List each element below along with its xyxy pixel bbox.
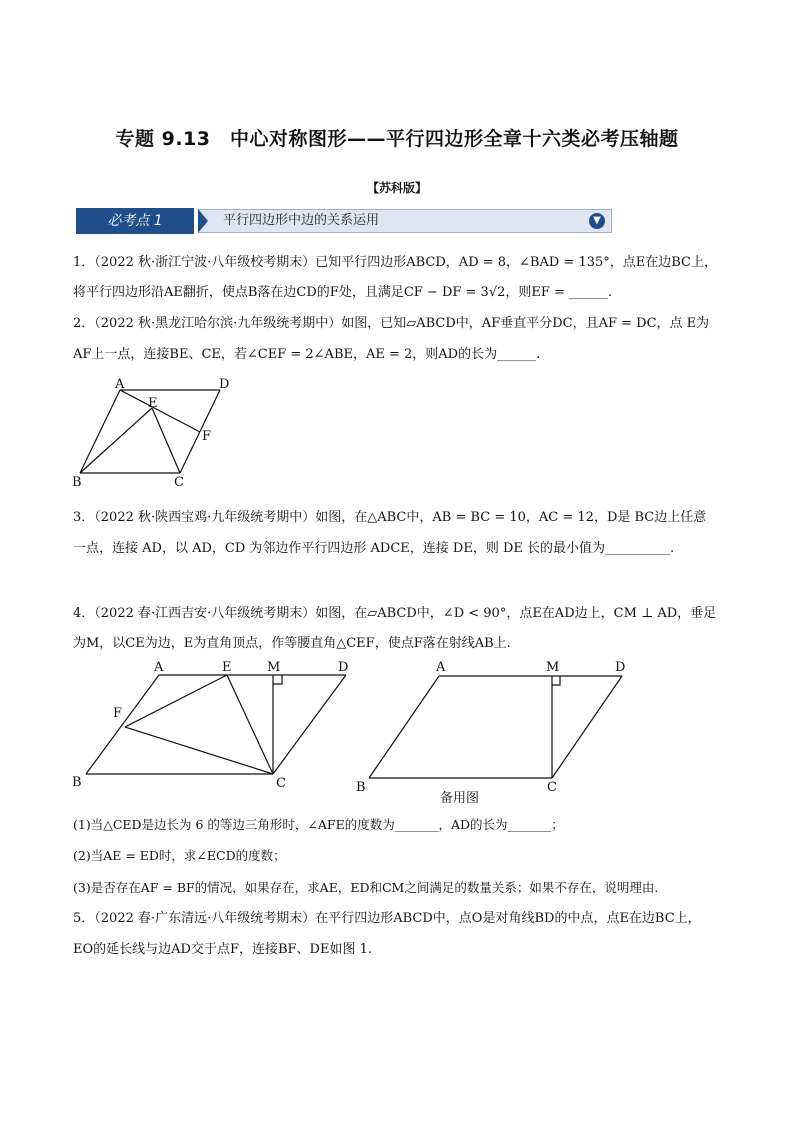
label-M: M <box>546 660 560 675</box>
label-B: B <box>356 780 366 795</box>
label-B: B <box>72 475 82 490</box>
chevron-down-icon[interactable]: ▼ <box>589 213 605 229</box>
edition-label: 【苏科版】 <box>366 181 427 195</box>
question-2-line-1: 2．（2022 秋·黑龙江哈尔滨·九年级统考期中）如图，已知▱ABCD中，AF垂直平分DC，且AF = DC，点 E为 <box>73 316 710 331</box>
label-A: A <box>154 660 164 675</box>
label-B: B <box>72 775 82 790</box>
question-4-part-2: (2)当AE = ED时，求∠ECD的度数； <box>73 848 286 863</box>
figure-q4-main <box>64 656 358 796</box>
question-4-line-1: 4．（2022 春·江西吉安·八年级统考期末）如图，在▱ABCD中，∠D < 90°，点E在AD边上，CM ⊥ AD，垂足 <box>73 606 717 621</box>
label-D: D <box>615 660 626 675</box>
question-3-line-2: 一点，连接 AD，以 AD，CD 为邻边作平行四边形 ADCE，连接 DE，则 DE 长的最小值为__________. <box>73 541 675 556</box>
question-3-line-1: 3．（2022 秋·陕西宝鸡·九年级统考期中）如图，在△ABC中，AB = BC = 10，AC = 12，D是 BC边上任意 <box>73 510 707 525</box>
figure-q4-spare <box>352 656 642 808</box>
question-1-line-2: 将平行四边形沿AE翻折，使点B落在边CD的F处，且满足CF − DF = 3√2，则EF = ______. <box>73 285 613 300</box>
label-M: M <box>267 660 281 675</box>
question-1-line-1: 1．（2022 秋·浙江宁波·八年级校考期末）已知平行四边形ABCD，AD = 8，∠BAD = 135°，点E在边BC上， <box>73 255 718 270</box>
figure-q2 <box>70 378 240 490</box>
label-C: C <box>547 780 557 795</box>
label-D: D <box>338 660 349 675</box>
label-A: A <box>436 660 446 675</box>
page-title: 专题 9.13 中心对称图形——平行四边形全章十六类必考压轴题 <box>115 128 679 150</box>
label-C: C <box>174 475 184 490</box>
label-E: E <box>222 660 232 675</box>
label-F: F <box>202 429 212 444</box>
question-5-line-1: 5．（2022 春·广东清远·八年级统考期末）在平行四边形ABCD中，点O是对角线BD的中点，点E在边BC上， <box>73 911 701 926</box>
section-topic-bar <box>198 209 612 233</box>
label-E: E <box>148 396 158 411</box>
label-D: D <box>219 378 230 392</box>
section-label: 必考点 1 <box>76 208 194 234</box>
question-4-part-3: (3)是否存在AF = BF的情况，如果存在，求AE，ED和CM之间满足的数量关系；如果不存在，说明理由. <box>73 880 659 895</box>
question-5-line-2: EO的延长线与边AD交于点F，连接BF、DE如图 1. <box>73 942 373 957</box>
label-C: C <box>276 776 286 791</box>
question-2-line-2: AF上一点，连接BE、CE，若∠CEF = 2∠ABE，AE = 2，则AD的长为______. <box>73 347 541 362</box>
section-topic: 平行四边形中边的关系运用 <box>223 213 380 228</box>
question-4-part-1: (1)当△CED是边长为 6 的等边三角形时，∠AFE的度数为_______，AD的长为_______； <box>73 817 564 832</box>
label-A: A <box>115 378 125 392</box>
figure-caption: 备用图 <box>440 791 480 806</box>
question-4-line-2: 为M，以CE为边，E为直角顶点，作等腰直角△CEF，使点F落在射线AB上. <box>73 636 511 651</box>
label-F: F <box>113 706 123 721</box>
section-banner <box>76 208 614 234</box>
